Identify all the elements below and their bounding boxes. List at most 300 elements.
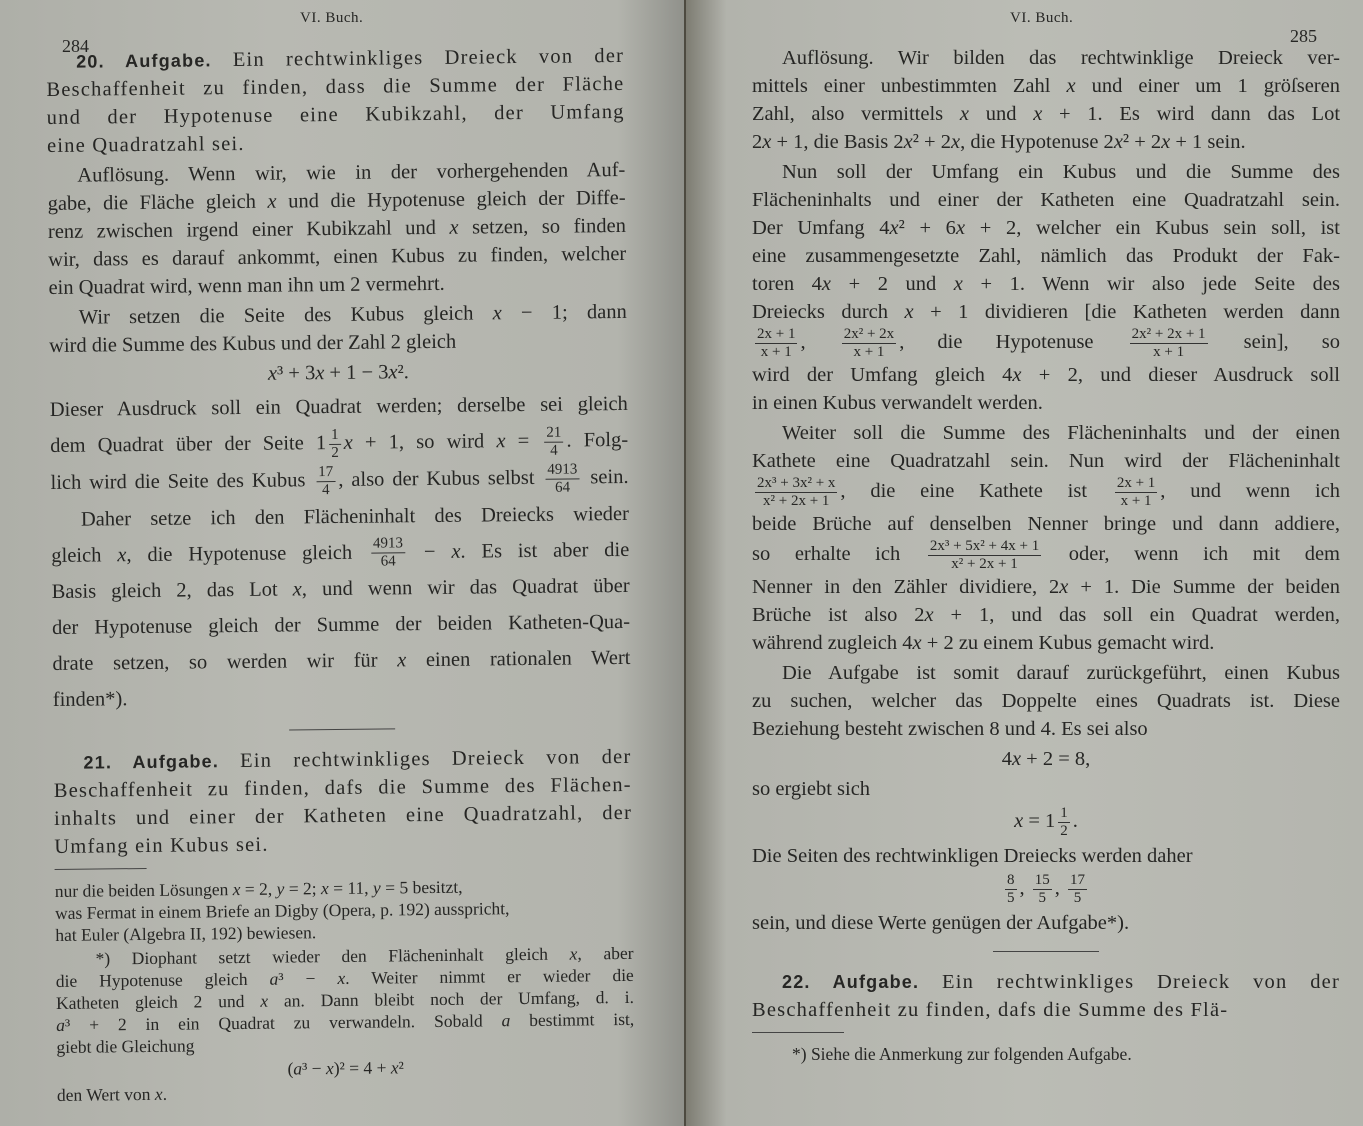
math-variable: x (267, 190, 277, 213)
text-run: Kathete eine Quadratzahl sein. Nun wird der Flächeninhalt (752, 450, 1340, 472)
text-line (49, 326, 627, 360)
text-run: = 11, (328, 878, 374, 899)
text-run: inhalts und einer der Katheten eine Quadratzahl, der (53, 802, 633, 831)
text-run: nur die beiden Lösungen (54, 879, 233, 902)
paragraph (47, 156, 626, 302)
text-line (752, 44, 1340, 72)
math-fraction (925, 538, 1044, 572)
text-run: Basis gleich 2, das Lot (51, 578, 293, 604)
denominator: 2 (331, 444, 339, 461)
math-variable: x (325, 1058, 334, 1079)
text-line (752, 996, 1340, 1024)
text-run: Auflösung. Wenn wir, wie in der vorhergehenden Auf- (77, 158, 626, 187)
math-variable: x (451, 540, 461, 563)
text-run: sein. (582, 465, 629, 489)
paragraph (51, 496, 631, 719)
text-run: ³ − (278, 968, 338, 990)
numerator: 17 (316, 464, 335, 482)
math-variable: a (293, 1058, 303, 1079)
math-variable: x (267, 362, 278, 385)
text-run: Dieser Ausdruck soll ein Quadrat werden; derselbe sei gleich (49, 392, 628, 421)
fraction (1005, 872, 1017, 907)
fraction (1033, 872, 1052, 907)
text-run: 4 (1001, 748, 1012, 770)
math-variable: y (372, 877, 381, 899)
text-run: . Weiter nimmt er wieder die (345, 965, 634, 989)
text-run: , (1019, 877, 1030, 900)
fraction (1130, 326, 1208, 361)
text-run: eine zusammengesetzte Zahl, nämlich das Produkt der Fak- (752, 245, 1340, 267)
text-run: so erhalte ich (752, 543, 925, 566)
fraction (928, 538, 1041, 573)
text-line (752, 326, 1340, 361)
text-run: dem Quadrat über der Seite (50, 432, 317, 457)
math-variable: x (320, 878, 329, 899)
math-variable: x (496, 430, 506, 453)
text-run: . Es ist aber die (460, 538, 630, 563)
text-line (752, 128, 1340, 156)
text-line (752, 968, 1340, 996)
math-variable: x (955, 217, 966, 239)
text-run: sein, und diese Werte genügen der Aufgabe*). (752, 912, 1130, 934)
text-run: Nun soll der Umfang ein Kubus und die Summe des (782, 161, 1340, 183)
text-run: − (407, 540, 452, 563)
text-line (50, 459, 628, 502)
text-line (752, 715, 1340, 743)
text-line (56, 1030, 634, 1058)
text-run: ³ + 3 (276, 362, 316, 385)
text-run: Katheten gleich 2 und (55, 991, 261, 1014)
math-fraction (839, 326, 899, 360)
text-run: + 1. Es wird dann das Lot (1042, 103, 1341, 125)
text-line (50, 422, 628, 465)
denominator: 4 (322, 481, 330, 498)
numerator: 2x + 1 (757, 326, 796, 342)
text-run: Ein rechtwinkliges Dreieck von der (218, 746, 632, 773)
math-fraction (315, 426, 344, 461)
text-line (52, 640, 630, 682)
text-run: Die Aufgabe ist somit darauf zurückgeführt, einen Kubus (782, 662, 1340, 684)
text-line (752, 573, 1340, 601)
text-run: drate setzen, so werden wir für (52, 649, 398, 676)
fraction (545, 461, 579, 496)
text-line (752, 419, 1340, 447)
math-fraction (1002, 872, 1020, 906)
text-run: ² + 2 (912, 131, 951, 153)
text-run: sein], so (1210, 331, 1340, 354)
text-run: *) Diophant setzt wieder den Flächeninhalt gleich (95, 943, 570, 969)
math-variable: x (912, 632, 922, 654)
text-run: + 2, und dieser Ausdruck soll (1021, 364, 1340, 386)
text-run: Nenner in den Zähler dividiere, 2 (752, 576, 1060, 598)
text-run: ² + 2 (1122, 131, 1162, 153)
math-variable: x (950, 131, 961, 153)
text-run: setzen, so finden (458, 214, 627, 239)
text-run: . (1072, 810, 1078, 833)
text-run: + 1. Die Summe der beiden (1068, 576, 1340, 598)
math-fraction (313, 463, 338, 498)
text-run: wird die Summe des Kubus und der Zahl 2 gleich (49, 330, 457, 357)
math-variable: a (269, 969, 279, 990)
page-number: 284 (62, 36, 89, 56)
math-variable: x (1066, 75, 1076, 97)
paragraph (55, 874, 634, 946)
math-variable: x (260, 991, 269, 1012)
text-line (752, 538, 1340, 573)
text-line (752, 361, 1340, 389)
math-variable: x (337, 968, 346, 989)
text-run: , (1054, 877, 1065, 900)
text-run: + 1, die Basis 2 (771, 131, 904, 153)
text-line (752, 909, 1340, 937)
numerator: 4913 (545, 461, 579, 479)
text-line (752, 186, 1340, 214)
text-line (752, 270, 1340, 298)
text-run: und (968, 103, 1034, 125)
text-run: Daher setze ich den Flächeninhalt des Dreiecks wieder (80, 502, 630, 531)
denominator: x + 1 (1153, 344, 1185, 360)
text-run: wir, dass es darauf ankommt, einen Kubus zu finden, welcher (48, 242, 627, 271)
math-variable: x (1014, 810, 1024, 833)
text-line (752, 745, 1340, 773)
math-variable: x (1012, 364, 1022, 386)
fraction (1068, 872, 1087, 907)
text-line (55, 918, 633, 946)
text-run: die Hypotenuse gleich (55, 969, 270, 992)
text-run: während zugleich 4 (752, 632, 913, 654)
paragraph (752, 419, 1340, 657)
text-run: . (162, 1084, 168, 1105)
math-fraction (1045, 805, 1073, 839)
text-line (752, 842, 1340, 870)
text-run: . Folg- (566, 428, 629, 452)
text-run: Dreiecks durch (752, 301, 905, 323)
problem-number: 22. Aufgabe. (782, 972, 920, 992)
text-run: = 2, (240, 879, 277, 900)
text-run: mittels einer unbestimmten Zahl (752, 75, 1067, 97)
text-line (752, 214, 1340, 242)
text-run: )² = 4 + (333, 1057, 391, 1079)
text-line (752, 1043, 1340, 1065)
math-variable: y (276, 878, 285, 900)
paragraph (57, 1078, 635, 1106)
text-run: Wir setzen die Seite des Kubus gleich (78, 302, 493, 329)
text-run: + 1, und das soll ein Quadrat werden, (933, 604, 1341, 626)
problem-number: 21. Aufgabe. (83, 751, 220, 774)
text-run: + 2 = 8, (1021, 748, 1091, 770)
fraction (1058, 805, 1070, 840)
fraction (316, 464, 335, 499)
text-run: an. Dann bleibt noch der Umfang, d. i. (267, 987, 635, 1012)
text-run: Flächeninhalts und einer der Katheten eine Quadratzahl sein. (752, 189, 1340, 211)
math-variable: x (154, 1084, 163, 1105)
text-line (752, 629, 1340, 657)
numerator: 17 (1070, 872, 1085, 888)
text-line (752, 601, 1340, 629)
text-run: wird der Umfang gleich 4 (752, 364, 1013, 386)
text-run: finden*). (52, 688, 128, 712)
text-run: eine Quadratzahl sei. (46, 132, 245, 157)
text-run: in einen Kubus verwandelt werden. (752, 392, 1043, 414)
numerator: 2x³ + 5x² + 4x + 1 (929, 538, 1040, 554)
math-variable: x (889, 217, 899, 239)
numerator: 2x² + 2x + 1 (1131, 326, 1206, 342)
text-run: und die Hypotenuse gleich der Diffe- (276, 186, 626, 213)
text-line (752, 659, 1340, 687)
footnote-divider (55, 868, 147, 870)
denominator: 5 (1007, 890, 1015, 906)
denominator: 5 (1038, 890, 1046, 906)
math-variable: x (1059, 576, 1069, 598)
paragraph (752, 909, 1340, 937)
footnote-divider (752, 1032, 844, 1033)
denominator: x + 1 (760, 344, 792, 360)
math-fraction (368, 535, 408, 570)
text-line (752, 775, 1340, 803)
math-variable: x (904, 301, 914, 323)
text-run: *) Siehe die Anmerkung zur folgenden Aufgabe. (792, 1044, 1132, 1064)
text-run: Ein rechtwinkliges Dreieck von der (919, 971, 1340, 993)
text-run: Der Umfang 4 (752, 217, 890, 239)
fraction (755, 326, 797, 361)
math-variable: x (821, 273, 832, 295)
text-run: ein Quadrat wird, wenn man ihn um 2 vermehrt. (48, 272, 445, 299)
problem-heading (46, 42, 625, 160)
numerator: 4913 (371, 536, 405, 554)
fraction (1115, 475, 1157, 510)
footnotes (752, 1043, 1340, 1065)
text-run: , und wenn ich (1160, 480, 1340, 503)
denominator: x² + 2x + 1 (951, 556, 1018, 572)
section-divider (993, 951, 1099, 952)
numerator: 2x + 1 (1116, 475, 1156, 491)
page-body (46, 42, 635, 1108)
text-run: und der Hypotenuse eine Kubikzahl, der Umfang (46, 100, 625, 129)
text-run: gleich (51, 543, 118, 567)
text-run: , aber (577, 943, 634, 964)
math-fraction (752, 475, 840, 509)
paragraph (752, 842, 1340, 870)
math-variable: x (953, 273, 963, 295)
text-run: + 2 zu einem Kubus gemacht wird. (921, 632, 1215, 654)
paragraph (55, 942, 634, 1058)
denominator: x + 1 (853, 344, 885, 360)
text-line (752, 158, 1340, 186)
text-run: den Wert von (56, 1084, 155, 1106)
text-run: + 1 sein. (1170, 131, 1246, 153)
math-variable: x (569, 943, 578, 964)
whole-part: 1 (315, 432, 327, 455)
math-variable: x (1161, 131, 1171, 153)
text-run: zu suchen, welcher das Doppelte eines Quadrats ist. Diese (752, 690, 1340, 712)
numerator: 2x² + 2x (843, 326, 895, 342)
math-variable: x (762, 131, 772, 153)
page-number: 285 (1290, 26, 1317, 46)
paragraph (752, 44, 1340, 156)
text-run: Beziehung besteht zwischen 8 und 4. Es sei also (752, 718, 1148, 740)
text-run: 2 (752, 131, 763, 153)
text-run: beide Brüche auf denselben Nenner bringe und dann addiere, (752, 513, 1340, 535)
text-line (51, 496, 629, 538)
math-variable: a (501, 1010, 511, 1031)
text-line (752, 100, 1340, 128)
text-run: Umfang ein Kubus sei. (54, 834, 269, 859)
text-line (51, 532, 629, 575)
text-line (47, 126, 625, 160)
text-run: ² + 6 (898, 217, 956, 239)
text-run: ² (398, 1057, 404, 1078)
text-run: , (800, 331, 839, 354)
text-run: gabe, die Fläche gleich (47, 190, 268, 215)
math-fraction (1127, 326, 1211, 360)
math-variable: x (390, 1057, 399, 1078)
text-line (48, 268, 626, 302)
formula (752, 745, 1340, 773)
text-line (53, 676, 631, 718)
text-run: , die Hypotenuse (899, 331, 1127, 354)
text-run: giebt die Gleichung (56, 1035, 195, 1058)
running-head: VI. Buch. (300, 10, 364, 26)
right-page (686, 0, 1363, 1126)
denominator: 5 (1073, 890, 1082, 906)
fraction (842, 326, 896, 361)
text-run: Zahl, also vermittels (752, 103, 960, 125)
text-line (52, 568, 630, 610)
numerator: 21 (544, 424, 563, 442)
text-run: lich wird die Seite des Kubus (50, 469, 314, 494)
text-run: + 2, welcher ein Kubus sein soll, ist (965, 217, 1340, 239)
text-run: toren 4 (752, 273, 822, 295)
text-line (54, 827, 632, 861)
numerator: 1 (1060, 805, 1068, 821)
math-variable: x (117, 543, 127, 566)
running-head: VI. Buch. (1010, 10, 1074, 26)
text-line (752, 72, 1340, 100)
text-run: + 1 dividieren [die Katheten werden dann (913, 301, 1341, 323)
text-line (752, 475, 1340, 510)
math-variable: x (397, 649, 407, 672)
denominator: x + 1 (1120, 493, 1152, 509)
math-variable: x (959, 103, 969, 125)
text-run: + 1. Wenn wir also jede Seite des (962, 273, 1340, 295)
text-line (752, 872, 1340, 907)
text-run: , und wenn wir das Quadrat über (301, 575, 630, 601)
paragraph (752, 1043, 1340, 1065)
denominator: 4 (550, 442, 558, 459)
math-fraction (542, 461, 582, 496)
text-line (752, 447, 1340, 475)
numerator: 1 (329, 427, 341, 445)
footnotes (55, 874, 635, 1106)
formula (49, 356, 627, 390)
math-variable: x (292, 578, 302, 601)
page-body (752, 44, 1340, 1067)
math-variable: x (388, 361, 398, 384)
text-line (752, 242, 1340, 270)
paragraph (50, 386, 629, 502)
text-run: = 5 besitzt, (380, 877, 463, 898)
fraction (371, 536, 405, 571)
text-run: = 2; (284, 878, 322, 899)
text-run: Auflösung. Wir bilden das rechtwinklige Dreieck ver- (782, 47, 1340, 69)
text-run: Beschaffenheit zu finden, dafs die Summe des Flächen- (53, 774, 632, 803)
text-line (752, 389, 1340, 417)
text-run: , die Hypotenuse gleich (126, 541, 369, 566)
numerator: 15 (1034, 872, 1050, 888)
text-run: was Fermat in einem Briefe an Digby (Opera, p. 192) ausspricht, (54, 898, 510, 924)
text-run: hat Euler (Algebra II, 192) bewiesen. (55, 922, 317, 946)
text-line (57, 1078, 635, 1106)
text-line (49, 356, 627, 390)
problem-heading (53, 743, 632, 861)
math-variable: x (343, 431, 353, 454)
math-variable: x (449, 216, 459, 239)
text-run: Brüche ist also 2 (752, 604, 925, 626)
denominator: 64 (554, 479, 571, 496)
text-line (752, 510, 1340, 538)
text-run: Die Seiten des rechtwinkligen Dreiecks werden daher (752, 845, 1193, 867)
numerator: 8 (1007, 872, 1015, 888)
text-run: bestimmt ist, (510, 1009, 635, 1031)
math-fraction (541, 424, 566, 459)
math-fraction (1065, 872, 1090, 906)
text-line (52, 604, 630, 646)
section-divider (289, 729, 395, 731)
text-line (50, 386, 628, 428)
text-run: , also der Kubus selbst (338, 466, 543, 491)
denominator: 2 (1060, 823, 1068, 839)
text-run: Ein rechtwinkliges Dreieck von der (211, 44, 625, 72)
text-line (57, 1054, 635, 1082)
text-run: oder, wenn ich mit dem (1044, 543, 1340, 566)
problem-heading (752, 968, 1340, 1024)
text-run: Beschaffenheit zu finden, dass die Summe der Fläche (46, 72, 625, 101)
fraction (329, 427, 341, 462)
paragraph (752, 158, 1340, 417)
denominator: 64 (380, 553, 396, 570)
text-run: , die eine Kathete ist (840, 480, 1112, 503)
fraction (544, 424, 563, 459)
formula (57, 1054, 635, 1082)
numerator: 2x³ + 3x² + x (757, 475, 836, 491)
text-line (752, 805, 1340, 840)
text-line (752, 687, 1340, 715)
math-variable: x (492, 302, 502, 325)
paragraph (49, 298, 628, 360)
math-fraction (752, 326, 800, 360)
math-variable: x (1033, 103, 1043, 125)
text-run: , die Hypotenuse 2 (960, 131, 1114, 153)
paragraph (752, 659, 1340, 743)
text-run: einen rationalen Wert (406, 647, 631, 672)
text-run: ². (397, 361, 409, 384)
math-variable: x (232, 879, 241, 900)
whole-part: 1 (1045, 810, 1056, 833)
math-variable: x (903, 131, 913, 153)
denominator: x² + 2x + 1 (763, 493, 830, 509)
math-variable: a (56, 1015, 66, 1036)
paragraph (752, 775, 1340, 803)
text-run: + 1, so wird (352, 430, 497, 454)
math-variable: x (1011, 748, 1022, 770)
text-run: Weiter soll die Summe des Flächeninhalts und der einen (782, 422, 1340, 444)
fraction (755, 475, 837, 510)
math-variable: x (1113, 131, 1123, 153)
math-variable: x (315, 362, 325, 385)
text-run: = (1023, 810, 1046, 833)
text-run: so ergiebt sich (752, 778, 871, 800)
text-run: der Hypotenuse gleich der Summe der beiden Katheten-Qua- (51, 611, 631, 640)
